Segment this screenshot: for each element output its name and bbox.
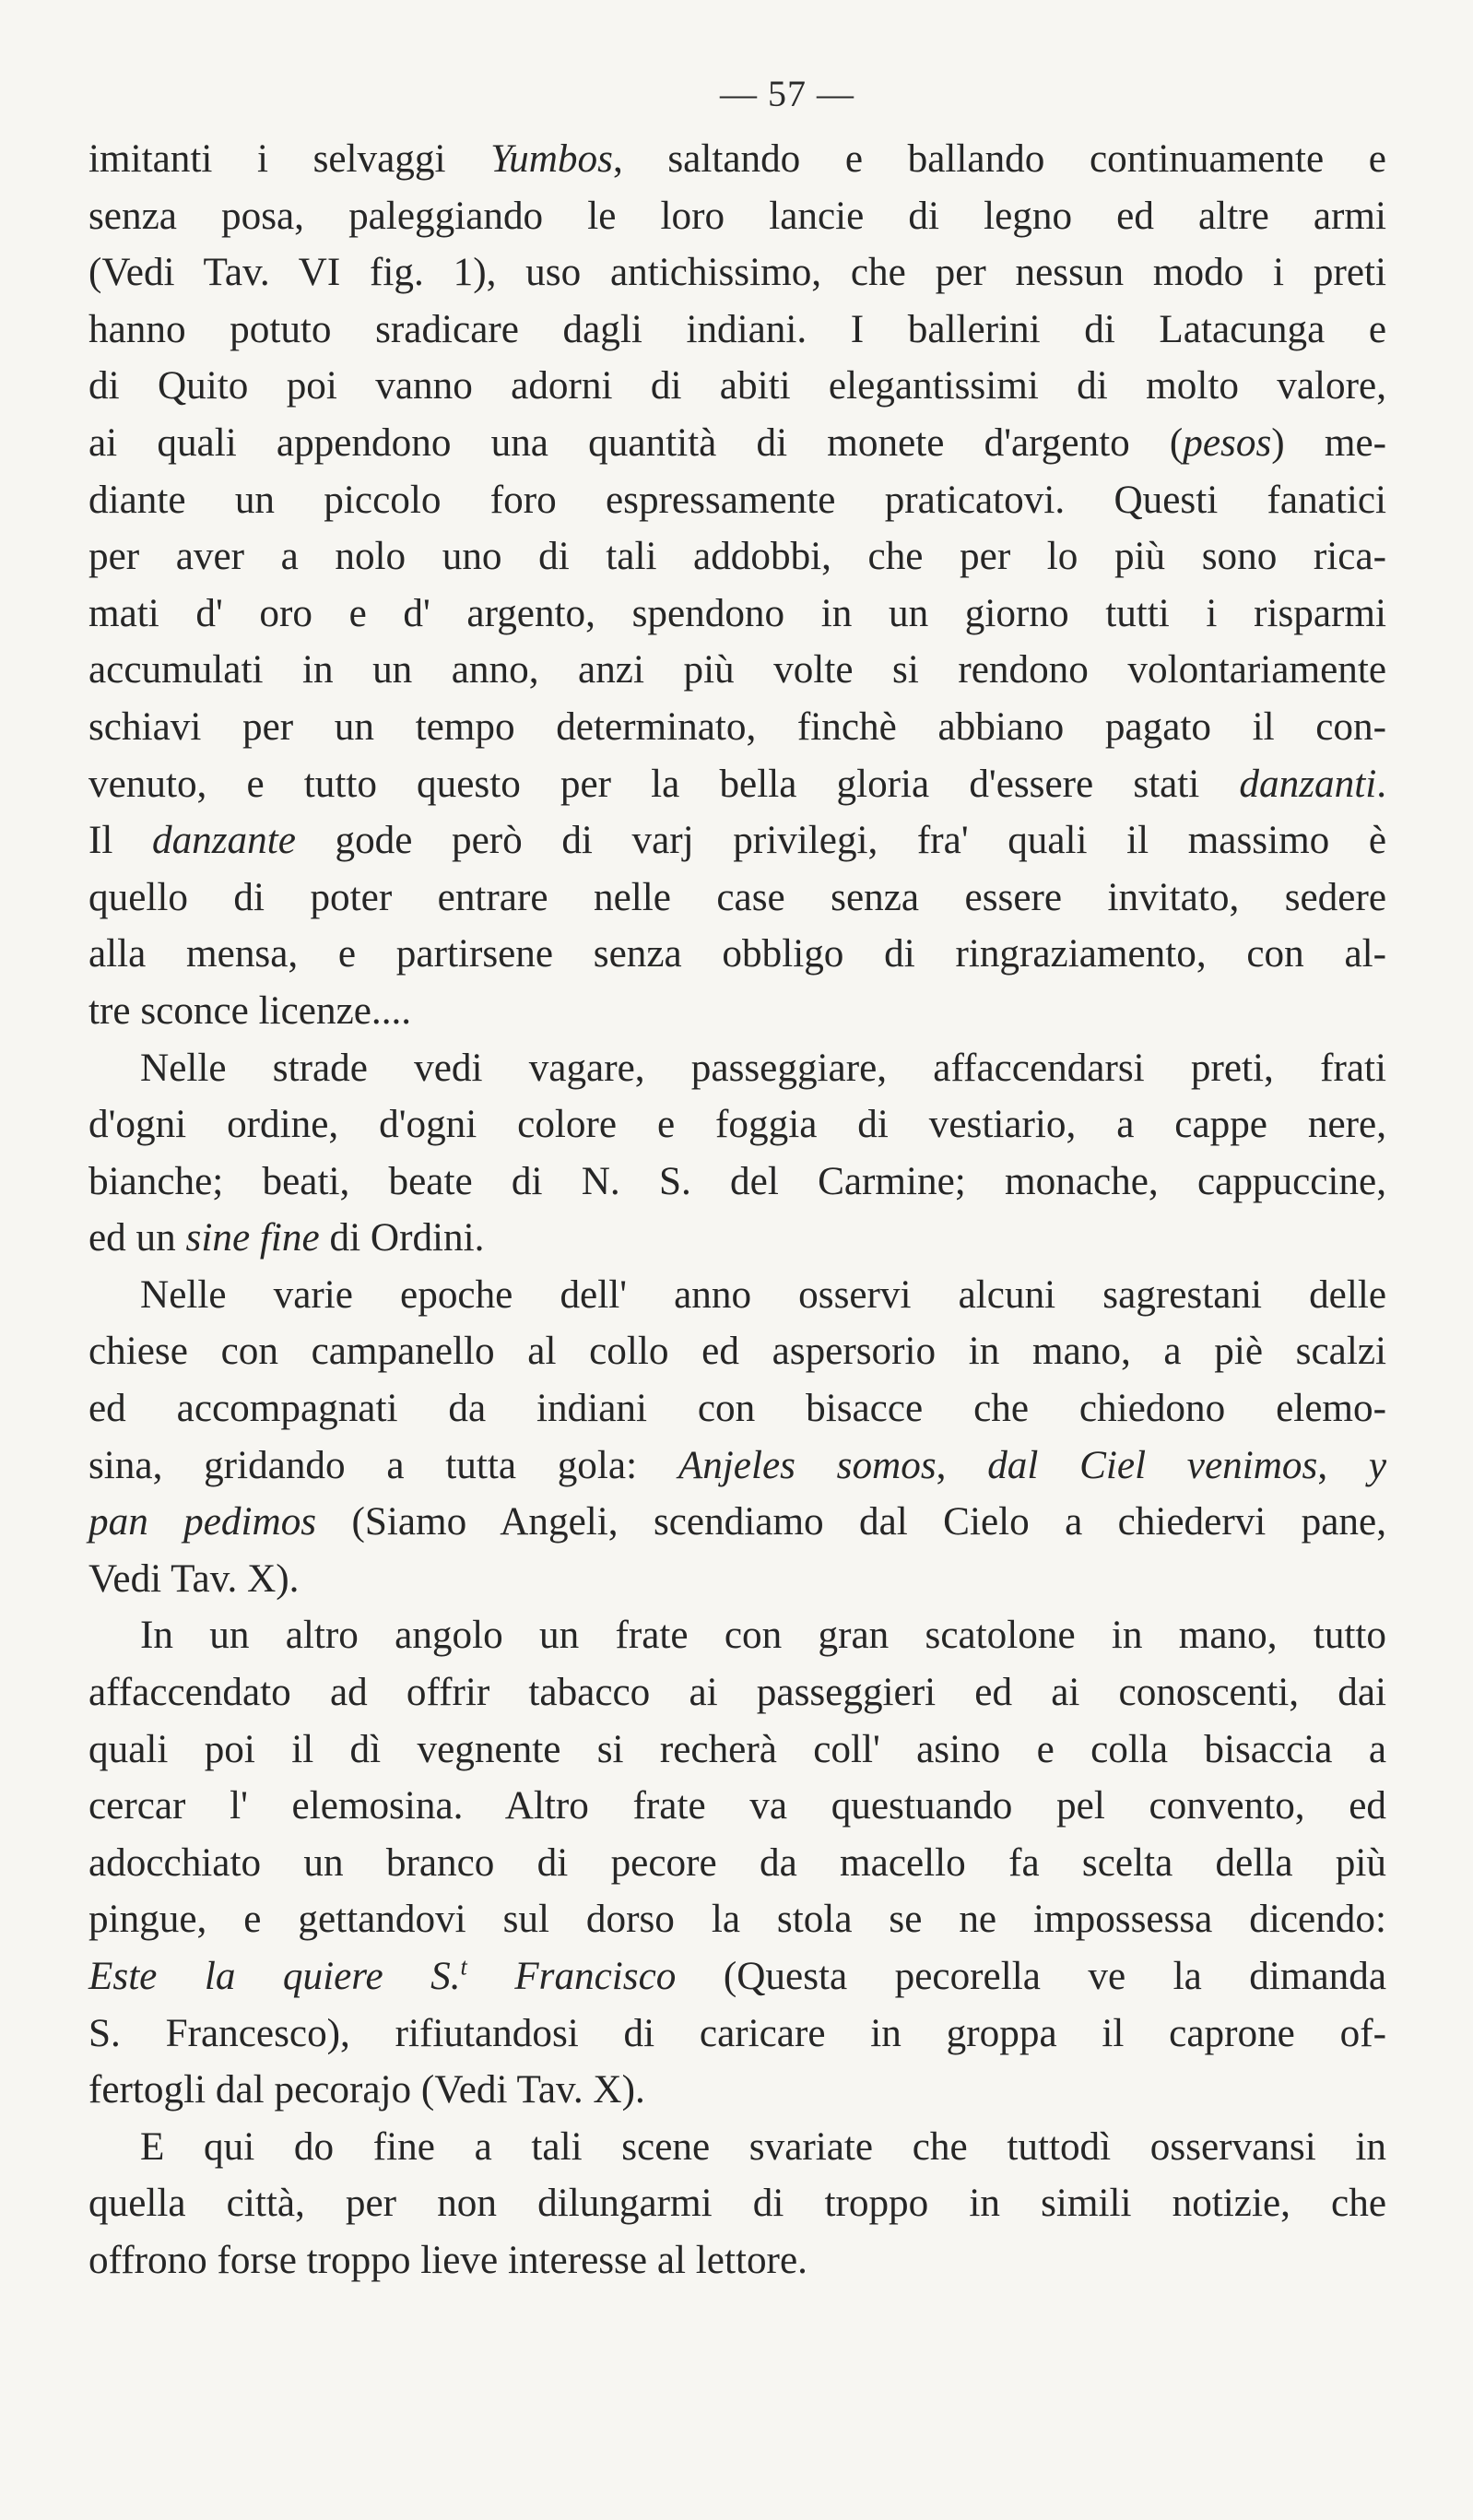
text-line-9: mati d' oro e d' argento, spendono in un giorno tutti i risparmi	[88, 591, 1386, 635]
page-number: — 57 —	[720, 73, 854, 114]
text-line-11: schiavi per un tempo determinato, finchè abbiano pagato il con-	[88, 704, 1386, 749]
text-line-19: bianche; beati, beate di N. S. del Carmine; monache, cappuccine,	[88, 1159, 1386, 1203]
text-line-28: affaccendato ad offrir tabacco ai passeggieri ed ai conoscenti, dai	[88, 1671, 1386, 1715]
body-text	[88, 131, 1386, 2289]
text-line-34: S. Francesco), rifiutandosi di caricare in groppa il caprone of-	[88, 2011, 1386, 2055]
text-line-12: venuto, e tutto questo per la bella gloria d'essere stati danzanti.	[88, 762, 1386, 806]
text-line-13: Il danzante gode però di varj privilegi, fra' quali il massimo è	[88, 819, 1387, 863]
text-line-8: per aver a nolo uno di tali addobbi, che per lo più sono rica-	[88, 535, 1386, 579]
text-line-10: accumulati in un anno, anzi più volte si rendono volontariamente	[88, 648, 1386, 692]
text-line-18: d'ogni ordine, d'ogni colore e foggia di vestiario, a cappe nere,	[88, 1103, 1386, 1147]
text-line-21: Nelle varie epoche dell' anno osservi alcuni sagrestani delle	[140, 1272, 1386, 1317]
text-line-31: adocchiato un branco di pecore da macello fa scelta della più	[88, 1840, 1386, 1885]
text-line-24: sina, gridando a tutta gola: Anjeles somos, dal Ciel venimos, y	[88, 1443, 1387, 1487]
text-line-35: fertogli dal pecorajo (Vedi Tav. X).	[88, 2068, 645, 2112]
text-line-23: ed accompagnati da indiani con bisacce che chiedono elemo-	[88, 1387, 1386, 1431]
text-line-16: tre sconce licenze....	[88, 988, 412, 1033]
text-line-1: imitanti i selvaggi Yumbos, saltando e ballando continuamente e	[88, 137, 1386, 181]
text-line-32: pingue, e gettandovi sul dorso la stola se ne impossessa dicendo:	[88, 1898, 1386, 1942]
text-line-4: hanno potuto sradicare dagli indiani. I ballerini di Latacunga e	[88, 307, 1386, 351]
text-line-30: cercar l' elemosina. Altro frate va questuando pel convento, ed	[88, 1784, 1386, 1828]
text-line-27: In un altro angolo un frate con gran scatolone in mano, tutto	[140, 1614, 1386, 1658]
text-line-14: quello di poter entrare nelle case senza essere invitato, sedere	[88, 875, 1386, 919]
text-line-5: di Quito poi vanno adorni di abiti elegantissimi di molto valore,	[88, 364, 1386, 408]
text-line-37: quella città, per non dilungarmi di troppo in simili notizie, che	[88, 2182, 1386, 2226]
text-line-26: Vedi Tav. X).	[88, 1556, 300, 1601]
text-line-2: senza posa, paleggiando le loro lancie di legno ed altre armi	[88, 194, 1386, 238]
text-line-17: Nelle strade vedi vagare, passeggiare, affaccendarsi preti, frati	[140, 1046, 1386, 1090]
text-line-29: quali poi il dì vegnente si recherà coll' asino e colla bisaccia a	[88, 1727, 1386, 1771]
text-line-15: alla mensa, e partirsene senza obbligo di ringraziamento, con al-	[88, 932, 1386, 976]
text-line-7: diante un piccolo foro espressamente praticatovi. Questi fanatici	[88, 478, 1386, 522]
text-line-36: E qui do fine a tali scene svariate che tuttodì osservansi in	[140, 2124, 1386, 2169]
text-line-33: Este la quiere S.$^t$ Francisco (Questa pecorella ve la dimanda	[88, 1953, 1386, 1998]
text-line-6: ai quali appendono una quantità di monete d'argento (pesos) me-	[88, 420, 1387, 465]
text-line-20: ed un sine fine di Ordini.	[88, 1216, 485, 1260]
text-line-3: (Vedi Tav. VI fig. 1), uso antichissimo, che per nessun modo i preti	[88, 251, 1386, 295]
text-line-22: chiese con campanello al collo ed aspersorio in mano, a piè scalzi	[88, 1330, 1386, 1374]
text-line-25: pan pedimos (Siamo Angeli, scendiamo dal Cielo a chiedervi pane,	[88, 1500, 1386, 1544]
text-line-38: offrono forse troppo lieve interesse al lettore.	[88, 2238, 807, 2282]
